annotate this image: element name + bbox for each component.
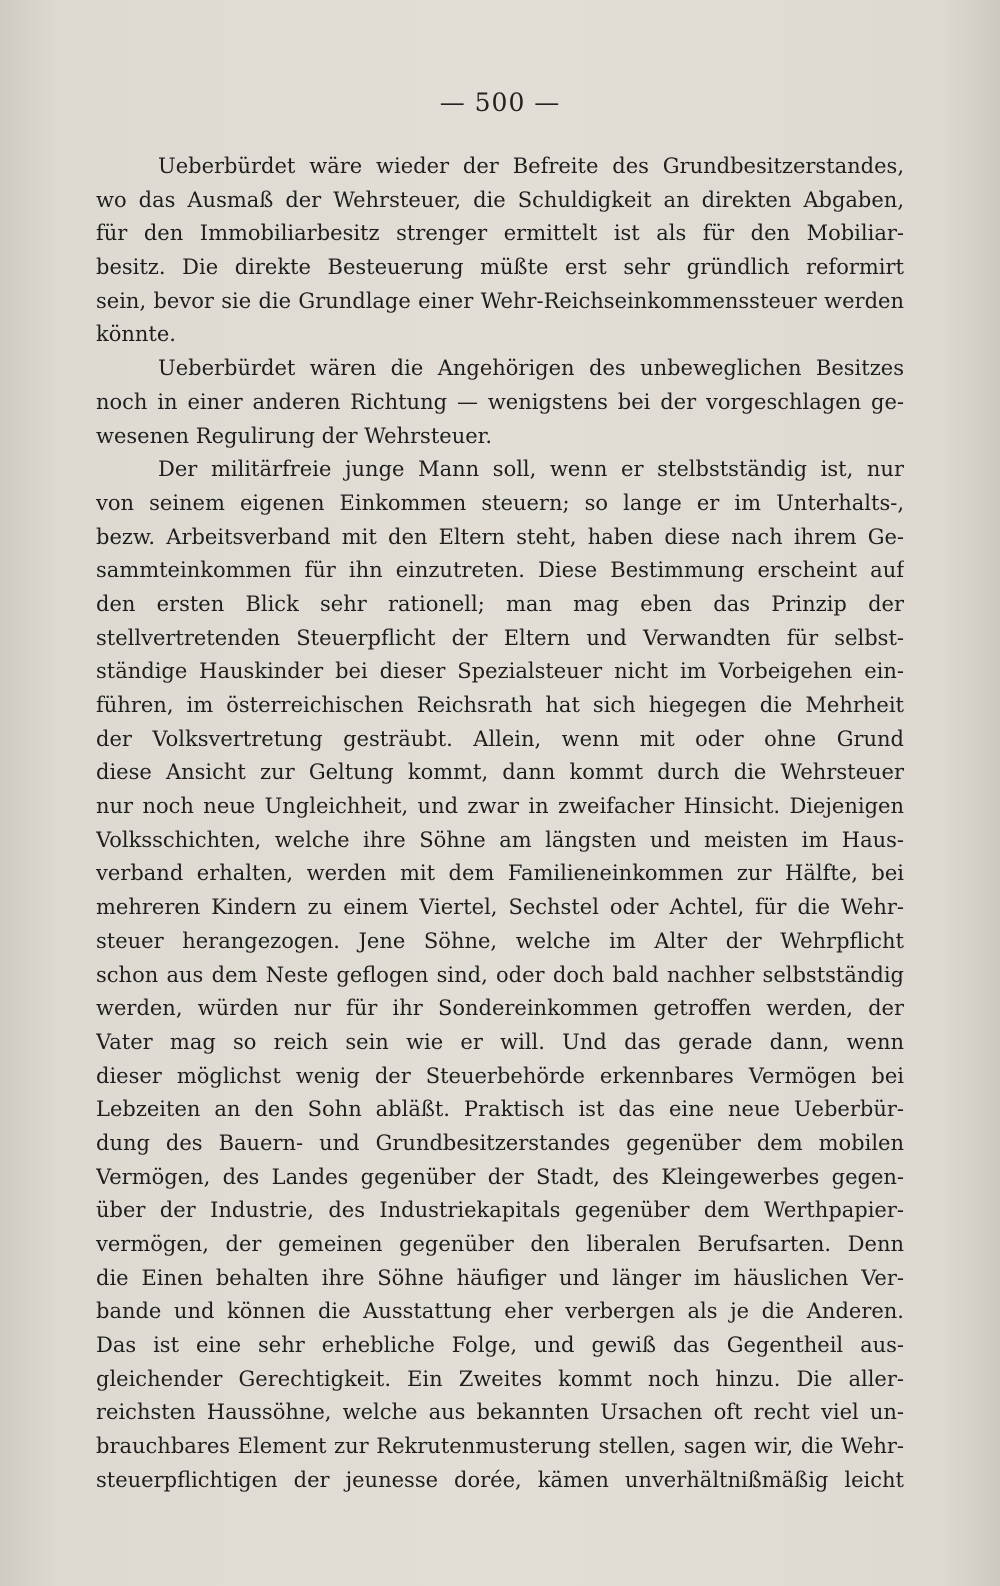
text-line: sammteinkommen für ihn einzutreten. Diese Bestimmung erscheint auf (96, 558, 904, 583)
text-line: Lebzeiten an den Sohn abläßt. Praktisch ist das eine neue Ueberbür- (96, 1097, 904, 1122)
text-line: werden, würden nur für ihr Sondereinkommen getroffen werden, der (96, 996, 904, 1021)
text-line: Ueberbürdet wäre wieder der Befreite des Grundbesitzerstandes, (158, 154, 904, 178)
text-line: über der Industrie, des Industriekapitals gegenüber dem Werthpapier- (96, 1198, 904, 1223)
body-text (96, 150, 904, 1498)
text-line: Volksschichten, welche ihre Söhne am längsten und meisten im Haus- (96, 827, 904, 852)
text-line: bande und können die Ausstattung eher verbergen als je die Anderen. (96, 1299, 904, 1324)
text-line: noch in einer anderen Richtung — wenigstens bei der vorgeschlagen ge- (96, 389, 904, 414)
text-line: diese Ansicht zur Geltung kommt, dann kommt durch die Wehrsteuer (96, 760, 904, 785)
text-line: Vermögen, des Landes gegenüber der Stadt, des Kleingewerbes gegen- (96, 1164, 904, 1189)
text-line: steuer herangezogen. Jene Söhne, welche im Alter der Wehrpflicht (96, 928, 904, 953)
text-line: vermögen, der gemeinen gegenüber den liberalen Berufsarten. Denn (96, 1232, 904, 1256)
text-line: führen, im österreichischen Reichsrath hat sich hiegegen die Mehrheit (96, 693, 904, 717)
text-line: wesenen Regulirung der Wehrsteuer. (96, 423, 493, 448)
text-line: bezw. Arbeitsverband mit den Eltern steht, haben diese nach ihrem Ge- (96, 524, 904, 549)
text-line: der Volksvertretung gesträubt. Allein, wenn mit oder ohne Grund (96, 726, 904, 751)
text-line: brauchbares Element zur Rekrutenmusterung stellen, sagen wir, die Wehr- (96, 1434, 904, 1459)
text-line: dung des Bauern- und Grundbesitzerstandes gegenüber dem mobilen (96, 1130, 904, 1155)
text-line: dieser möglichst wenig der Steuerbehörde erkennbares Vermögen bei (96, 1063, 904, 1088)
text-line: Der militärfreie junge Mann soll, wenn er stelbstständig ist, nur (158, 457, 904, 482)
text-line: nur noch neue Ungleichheit, und zwar in zweifacher Hinsicht. Diejenigen (96, 794, 904, 819)
text-line: reichsten Haussöhne, welche aus bekannten Ursachen oft recht viel un- (96, 1400, 904, 1425)
text-line: besitz. Die direkte Besteuerung müßte erst sehr gründlich reformirt (96, 255, 904, 280)
text-line: sein, bevor sie die Grundlage einer Wehr-Reichseinkommenssteuer werden (96, 288, 904, 313)
text-line: mehreren Kindern zu einem Viertel, Sechstel oder Achtel, für die Wehr- (96, 895, 904, 920)
text-line: gleichender Gerechtigkeit. Ein Zweites kommt noch hinzu. Die aller- (96, 1366, 904, 1391)
text-line: steuerpflichtigen der jeunesse dorée, kämen unverhältnißmäßig leicht (96, 1467, 904, 1492)
text-line: die Einen behalten ihre Söhne häufiger und länger im häuslichen Ver- (96, 1265, 904, 1290)
text-line: wo das Ausmaß der Wehrsteuer, die Schuldigkeit an direkten Abgaben, (96, 187, 904, 212)
text-line: stellvertretenden Steuerpflicht der Eltern und Verwandten für selbst- (96, 625, 904, 650)
text-line: Ueberbürdet wären die Angehörigen des unbeweglichen Besitzes (158, 356, 904, 381)
text-line: verband erhalten, werden mit dem Familieneinkommen zur Hälfte, bei (96, 861, 904, 886)
text-line: Das ist eine sehr erhebliche Folge, und gewiß das Gegentheil aus- (96, 1333, 904, 1358)
text-line: könnte. (96, 322, 176, 347)
text-line: Vater mag so reich sein wie er will. Und das gerade dann, wenn (96, 1029, 904, 1054)
text-line: für den Immobiliarbesitz strenger ermittelt ist als für den Mobiliar- (96, 221, 904, 246)
text-line: den ersten Blick sehr rationell; man mag eben das Prinzip der (96, 591, 904, 616)
text-line: von seinem eigenen Einkommen steuern; so lange er im Unterhalts-, (96, 490, 904, 515)
text-line: ständige Hauskinder bei dieser Spezialsteuer nicht im Vorbeigehen ein- (96, 659, 904, 684)
text-line: schon aus dem Neste geflogen sind, oder doch bald nachher selbstständig (96, 962, 904, 987)
page-number: — 500 — (439, 88, 561, 117)
